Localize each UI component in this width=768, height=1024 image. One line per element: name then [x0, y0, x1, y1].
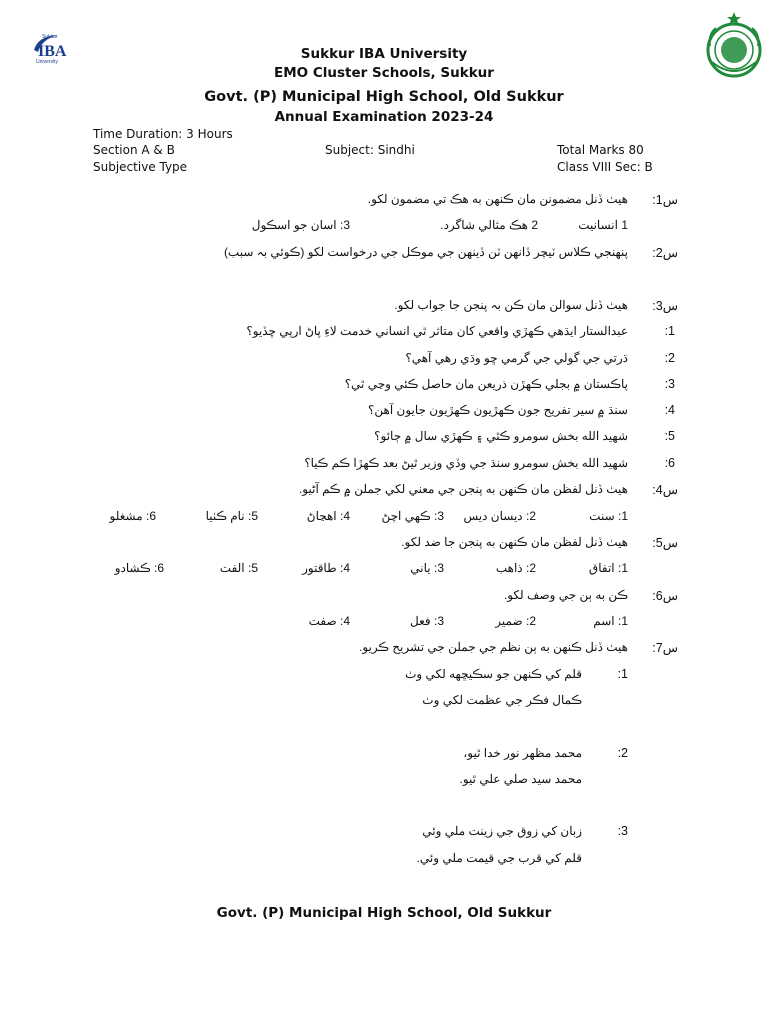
- q6-option-3: 3: فعل: [410, 614, 444, 628]
- q5-option-5: 5: الفت: [219, 561, 258, 575]
- q5-option-6: 6: ڪشادو: [114, 561, 164, 575]
- q3-item-3-number: 3:: [664, 377, 675, 391]
- q3-item-4-text: سنڌ ۾ سير تفريح جون ڪهڙيون ڪهڙيون جايون آهن؟: [368, 403, 628, 417]
- q4-option-1: 1: سنت: [589, 509, 628, 523]
- subject-label: Subject: Sindhi: [325, 143, 415, 157]
- q7-number: س7:: [652, 641, 678, 655]
- q3-text: هيٺ ڏنل سوالن مان ڪن بہ پنجن جا جواب لکو.: [394, 298, 628, 312]
- university-title: Sukkur IBA University: [300, 46, 468, 62]
- q3-item-2-text: ڌرتي جي گولي جي گرمي ڇو وڌي رهي آهي؟: [405, 351, 628, 365]
- q3-item-2-number: 2:: [664, 351, 675, 365]
- q6-option-4: 4: صفت: [308, 614, 350, 628]
- q4-option-6: 6: مشغلو: [109, 509, 156, 523]
- q6-option-1: 1: اسم: [593, 614, 628, 628]
- q6-option-2: 2: ضمير: [495, 614, 536, 628]
- q7-poem-1-line-2: ڪمال فڪر جي عظمت لکي وٺ: [422, 693, 582, 707]
- paper-type: Subjective Type: [93, 160, 188, 174]
- total-marks: Total Marks 80: [557, 143, 644, 157]
- q3-item-6-text: شهيد الله بخش سومرو سنڌ جي وڏي وزير ٿيڻ بعد ڪهڙا ڪم ڪيا؟: [304, 456, 628, 470]
- q4-option-3: 3: ڪهي اچڻ: [381, 509, 444, 523]
- q4-option-5: 5: نام ڪٺيا: [205, 509, 258, 523]
- q3-item-3-text: پاڪستان ۾ بجلي ڪهڙن ذريعن مان حاصل ڪئي وڃي ٿي؟: [344, 377, 628, 391]
- q7-text: هيٺ ڏنل ڪنهن به ٻن نظم جي جملن جي تشريح ڪريو.: [359, 640, 628, 654]
- class-section: Class VIII Sec: B: [557, 160, 653, 174]
- q7-poem-2-number: 2:: [617, 746, 628, 760]
- school-title: Govt. (P) Municipal High School, Old Sukkur: [204, 89, 564, 105]
- q7-poem-2-line-1: محمد مظهر نور خدا ٿيو،: [463, 746, 582, 760]
- q3-item-4-number: 4:: [664, 403, 675, 417]
- q4-number: س4:: [652, 483, 678, 497]
- q3-item-1-text: عبدالستار ايڌهي ڪهڙي واقعي کان متاثر ٿي انساني خدمت لاءِ پاڻ ارپي ڇڏيو؟: [246, 324, 628, 338]
- q1-option-3: 3: اسان جو اسڪول: [251, 218, 350, 232]
- q7-poem-1-line-1: قلم کي ڪنهن جو سڪيڇهه لکي وٺ: [405, 667, 582, 681]
- q6-text: ڪن به ٻن جي وصف لکو.: [503, 588, 628, 602]
- q1-text: هيٺ ڏنل مضمونن مان ڪنهن به هڪ تي مضمون لکو.: [367, 192, 628, 206]
- q7-poem-3-number: 3:: [617, 824, 628, 838]
- q7-poem-1-number: 1:: [617, 667, 628, 681]
- q4-option-2: 2: ديسان ديس: [463, 509, 536, 523]
- q3-item-5-number: 5:: [664, 429, 675, 443]
- q4-text: هيٺ ڏنل لفظن مان ڪنهن به پنجن جي معني لکي جملن ۾ ڪم آڻيو.: [298, 482, 628, 496]
- footer-school-title: Govt. (P) Municipal High School, Old Sukkur: [216, 905, 552, 921]
- q1-option-2: 2 هڪ مثالي شاگرد.: [440, 218, 538, 232]
- q3-item-5-text: شهيد الله بخش سومرو ڪٿي ۽ ڪهڙي سال ۾ ڄائو؟: [374, 429, 628, 443]
- q5-number: س5:: [652, 536, 678, 550]
- q5-option-3: 3: ياني: [410, 561, 444, 575]
- q2-number: س2:: [652, 246, 678, 260]
- q7-poem-3-line-2: قلم کي قرب جي قيمت ملي وئي.: [416, 851, 582, 865]
- q1-option-1: 1 انسانيت: [578, 218, 628, 232]
- logo-main-text: IBA: [38, 43, 67, 60]
- q3-item-6-number: 6:: [664, 456, 675, 470]
- q2-text: پنهنجي ڪلاس ٽيچر ڏانهن ٽن ڏينهن جي موڪل جي درخواست لکو (ڪوئي بہ سبب): [223, 245, 628, 259]
- q6-number: س6:: [652, 589, 678, 603]
- q7-poem-2-line-2: محمد سيد صلي علي ٿيو.: [459, 772, 582, 786]
- q3-item-1-number: 1:: [664, 324, 675, 338]
- q5-option-1: 1: اتفاق: [588, 561, 628, 575]
- q7-poem-3-line-1: زبان کي زوق جي زينت ملي وئي: [422, 824, 582, 838]
- q4-option-4: 4: اهڃاڻ: [306, 509, 350, 523]
- q5-text: هيٺ ڏنل لفظن مان ڪنهن به پنجن جا ضد لکو.: [401, 535, 628, 549]
- section-label: Section A & B: [93, 143, 175, 157]
- q5-option-2: 2: ذاهب: [495, 561, 536, 575]
- logo-sub-text: University: [36, 59, 58, 65]
- cluster-title: EMO Cluster Schools, Sukkur: [274, 65, 494, 81]
- time-duration: Time Duration: 3 Hours: [93, 127, 233, 141]
- exam-title: Annual Examination 2023-24: [274, 109, 494, 125]
- q1-number: س1:: [652, 193, 678, 207]
- q5-option-4: 4: طاقتور: [302, 561, 350, 575]
- logo-small-text: Sukkur: [42, 34, 58, 40]
- q3-number: س3:: [652, 299, 678, 313]
